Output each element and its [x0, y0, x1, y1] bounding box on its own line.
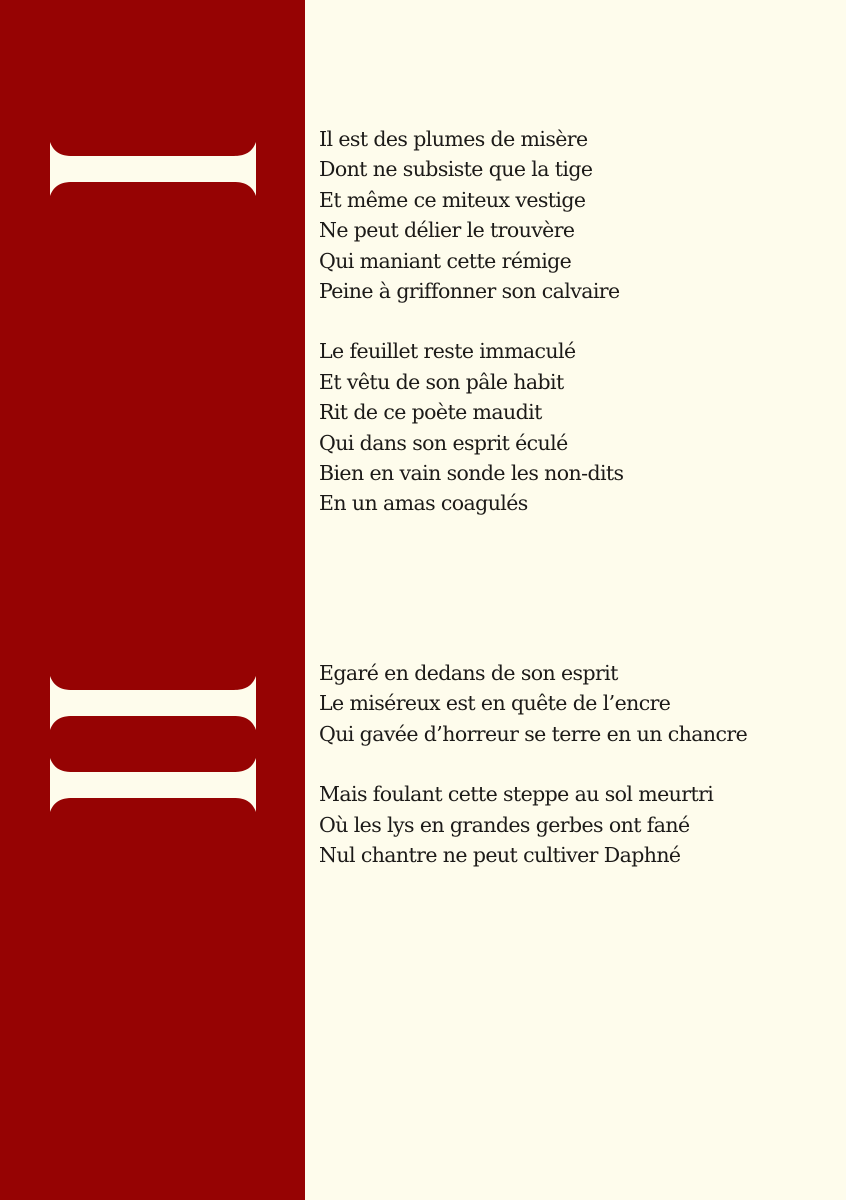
verse-line: Et vêtu de son pâle habit [319, 369, 564, 394]
section-numeral-two [0, 676, 305, 812]
verse-line: Qui maniant cette rémige [319, 248, 572, 273]
verse-line: Peine à griffonner son calvaire [319, 278, 620, 303]
verse-line: Le miséreux est en quête de l’encre [319, 691, 671, 716]
verse-line: Il est des plumes de misère [319, 127, 588, 151]
verse-line: Ne peut délier le trouvère [319, 218, 575, 243]
section-numeral-one [0, 142, 305, 196]
verse-line: Bien en vain sonde les non-dits [319, 460, 624, 485]
verse-line: Rit de ce poète maudit [319, 400, 542, 425]
verse-line: Egaré en dedans de son esprit [319, 661, 618, 685]
poem-part-two [319, 658, 829, 870]
verse-line: Dont ne subsiste que la tige [319, 157, 593, 182]
stanza [319, 336, 829, 518]
stanza [319, 658, 829, 749]
verse-line: Qui gavée d’horreur se terre en un chancre [319, 721, 748, 746]
verse-line: Où les lys en grandes gerbes ont fané [319, 812, 690, 837]
verse-line: Et même ce miteux vestige [319, 187, 586, 212]
poem-part-one [319, 124, 829, 519]
verse-line: Le feuillet reste immaculé [319, 339, 576, 364]
verse-line: Mais foulant cette steppe au sol meurtri [319, 782, 714, 807]
roman-numeral-i-glyph [50, 142, 256, 196]
verse-line: En un amas coagulés [319, 491, 528, 516]
verse-line: Nul chantre ne peut cultiver Daphné [319, 842, 681, 867]
stanza [319, 779, 829, 870]
stanza [319, 124, 829, 306]
roman-numeral-ii-glyph [50, 676, 256, 812]
verse-line: Qui dans son esprit éculé [319, 430, 568, 455]
